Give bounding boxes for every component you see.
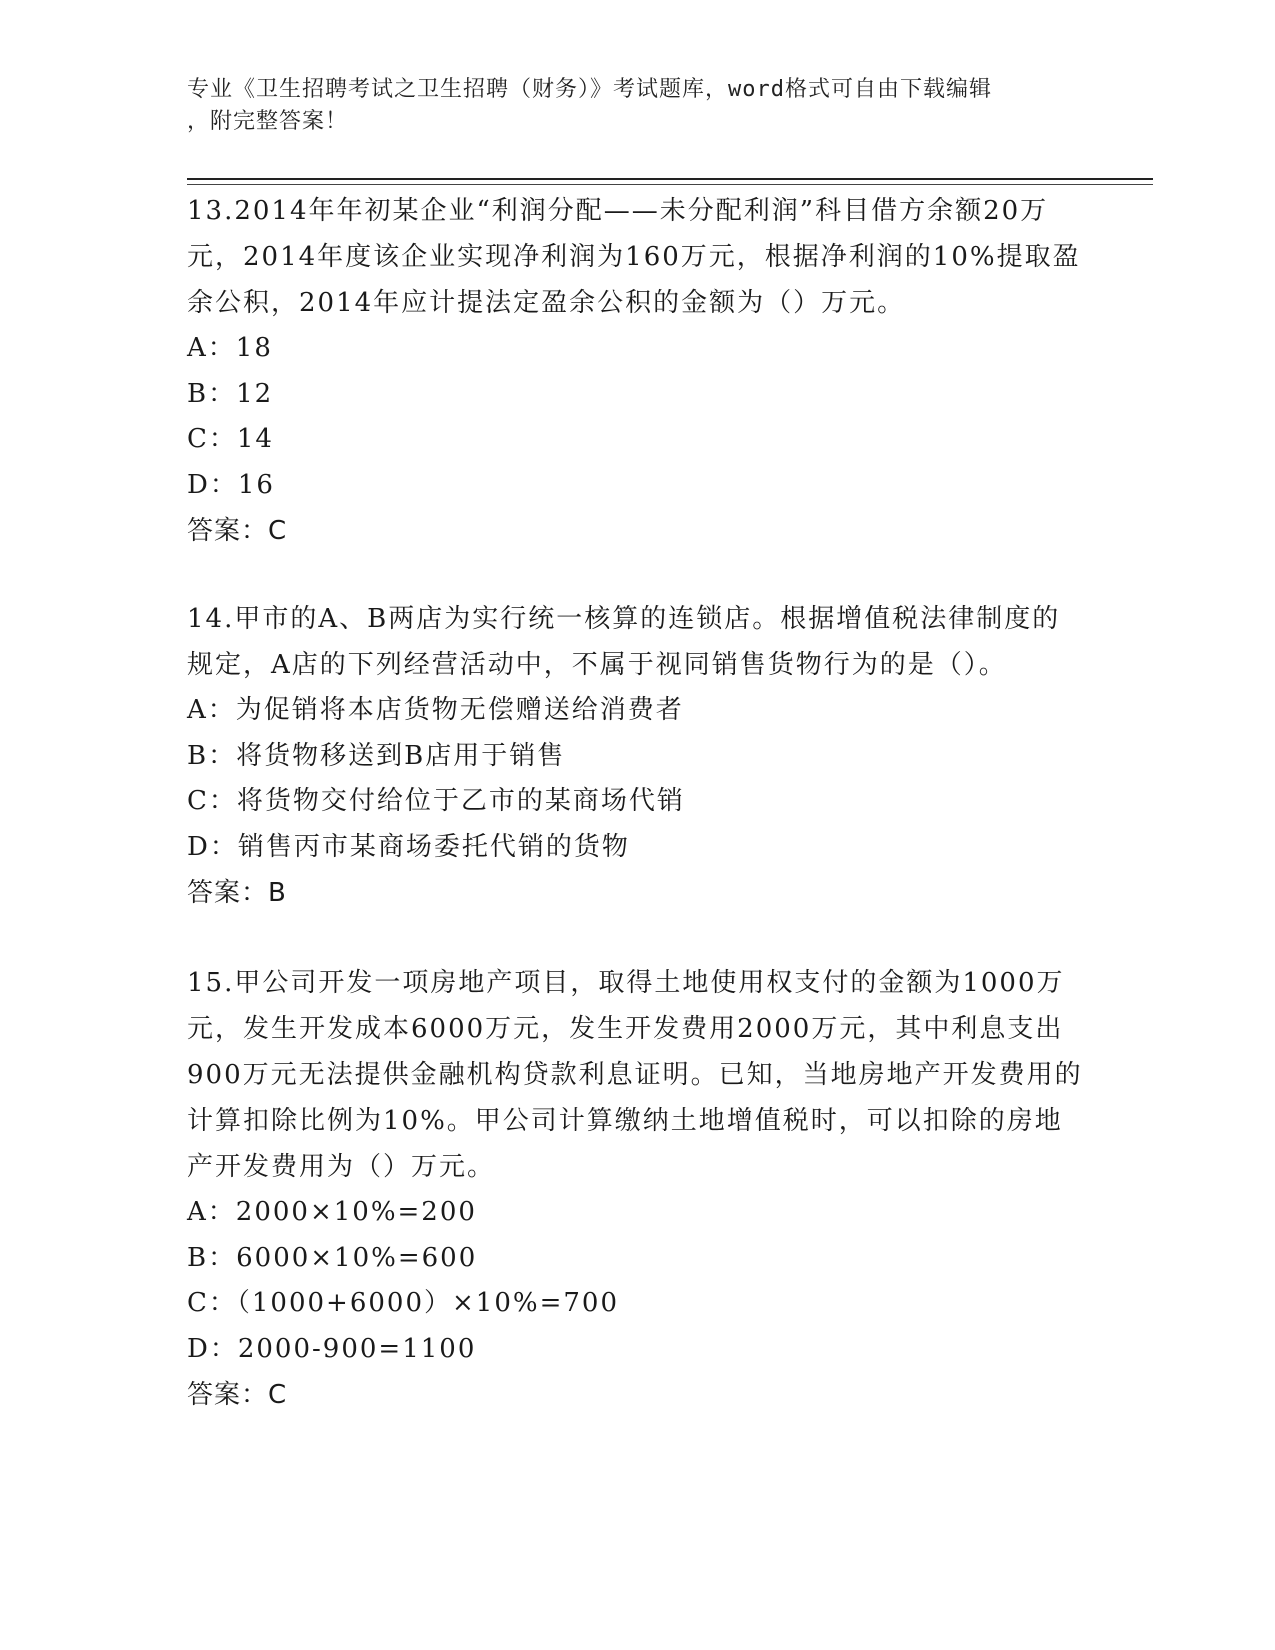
option-b: B：12 bbox=[187, 378, 274, 409]
option-d: D：2000-900=1100 bbox=[187, 1333, 477, 1364]
option-c: C：（1000+6000）×10%=700 bbox=[187, 1288, 620, 1318]
answer-line: 答案：C bbox=[187, 516, 288, 546]
answer-line: 答案：B bbox=[187, 878, 287, 908]
question-stem: 15.甲公司开发一项房地产项目，取得土地使用权支付的金额为1000万元，发生开发成本6000万元，发生开发费用2000万元，其中利息支出900万元无法提供金融机构贷款利息证明。已知，当地房地产开发费用的计算扣除比例为10%。甲公司计算缴纳土地增值税时，可以扣除的房地产开发费用为（）万元。 bbox=[187, 968, 1083, 1182]
header-line-1: 专业《卫生招聘考试之卫生招聘（财务）》考试题库，word格式可自由下载编辑 bbox=[187, 77, 992, 102]
option-d: D：销售丙市某商场委托代销的货物 bbox=[187, 831, 630, 862]
header-divider-thin bbox=[187, 184, 1153, 185]
question-13 bbox=[187, 188, 1087, 554]
question-15 bbox=[187, 960, 1087, 1418]
question-stem: 14.甲市的A、B两店为实行统一核算的连锁店。根据增值税法律制度的规定，A店的下列经营活动中，不属于视同销售货物行为的是（）。 bbox=[187, 604, 1061, 680]
option-b: B：将货物移送到B店用于销售 bbox=[187, 740, 566, 771]
option-a: A：18 bbox=[187, 333, 273, 363]
option-a: A：2000×10%=200 bbox=[187, 1197, 477, 1227]
answer-line: 答案：C bbox=[187, 1380, 288, 1410]
option-a: A：为促销将本店货物无偿赠送给消费者 bbox=[187, 695, 684, 725]
option-b: B：6000×10%=600 bbox=[187, 1242, 478, 1273]
option-c: C：将货物交付给位于乙市的某商场代销 bbox=[187, 786, 685, 816]
header-line-2: ，附完整答案！ bbox=[187, 109, 349, 134]
option-c: C：14 bbox=[187, 424, 274, 454]
question-14 bbox=[187, 596, 1087, 916]
question-stem: 13.2014年年初某企业“利润分配——未分配利润”科目借方余额20万元，2014年度该企业实现净利润为160万元，根据净利润的10%提取盈余公积，2014年应计提法定盈余公积的金额为（）万元。 bbox=[187, 196, 1081, 318]
option-d: D：16 bbox=[187, 469, 275, 500]
header-divider-thick bbox=[187, 178, 1153, 180]
document-header bbox=[187, 74, 1067, 138]
